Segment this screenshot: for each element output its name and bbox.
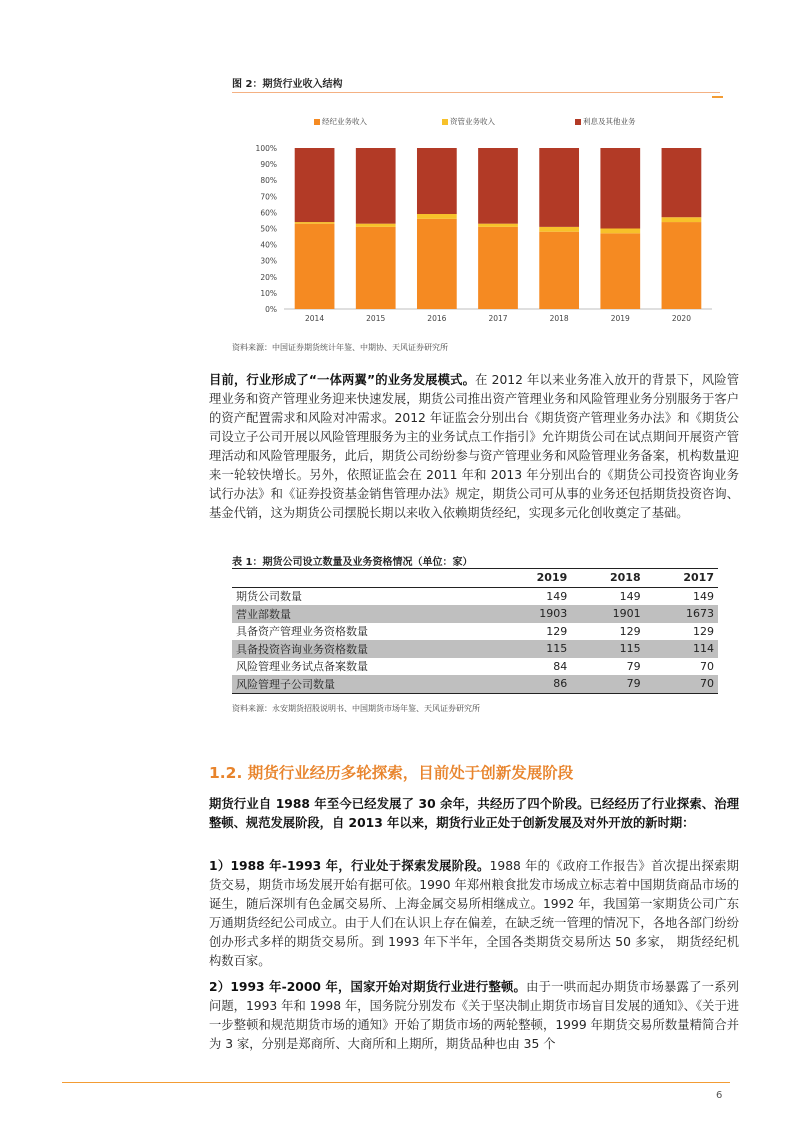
legend-label-interest: 利息及其他业务 xyxy=(583,117,636,126)
y-tick-label: 100% xyxy=(255,144,277,153)
y-tick-label: 80% xyxy=(260,176,277,186)
x-tick-label: 2016 xyxy=(427,314,447,323)
figure-title: 图 2：期货行业收入结构 xyxy=(232,79,343,90)
bar-segment-interest xyxy=(600,148,640,229)
legend-item-brokerage xyxy=(314,116,367,127)
cell-2019: 129 xyxy=(546,624,568,638)
paragraph-body: 在 2012 年以来业务准入放开的背景下，风险管理业务和资产管理业务迎来快速发展，期货公司推出资产管理业务和风险管理业务分别服务于客户的资产配置需求和风险对冲需求。2012 年证监会分别出台《期货资产管理业务办法》和《期货公司设立子公司开展以风险管理服务为主的业务试点工作指引》允许期货公司在试点期间开展资产管理活动和风险管理服务，此后，期货公司纷纷参与资产管理业务和风险管理业务备案，机构数量迎来一轮较快增长。另外，依照证监会在 2011 年和 2013 年分别出台的《期货公司投资咨询业务试行办法》和《证券投资基金销售管理办法》规定，期货公司可从事的业务还包括期货投资咨询、基金代销，这为期货公司摆脱长期以来收入依赖期货经纪，实现多元化创收奠定了基础。 xyxy=(209,373,739,520)
bar-segment-asset-mgmt xyxy=(600,229,640,234)
bar-segment-interest xyxy=(295,148,335,222)
cell-2019: 1903 xyxy=(498,605,571,623)
legend-swatch-asset-mgmt xyxy=(442,119,448,125)
legend-item-interest xyxy=(575,116,636,127)
paragraph-intro xyxy=(209,795,739,833)
table-row xyxy=(232,640,718,658)
paragraph-business-model xyxy=(209,371,739,523)
cell-2018: 79 xyxy=(571,675,644,693)
cell-2019: 86 xyxy=(498,675,571,693)
table-title: 表 1：期货公司设立数量及业务资格情况（单位：家） xyxy=(232,557,473,568)
legend-item-asset-mgmt xyxy=(442,116,495,127)
stage-1-lead: 1）1988 年-1993 年，行业处于探索发展阶段。 xyxy=(209,859,490,873)
bar-segment-asset-mgmt xyxy=(478,224,518,227)
bar-segment-brokerage xyxy=(356,227,396,309)
cell-2017: 70 xyxy=(700,659,714,673)
table-row xyxy=(232,675,718,693)
bar-segment-asset-mgmt xyxy=(662,217,702,222)
revenue-structure-chart xyxy=(232,138,718,333)
legend-swatch-brokerage xyxy=(314,119,320,125)
bar-segment-interest xyxy=(478,148,518,224)
row-label: 期货公司数量 xyxy=(236,590,302,604)
y-tick-label: 20% xyxy=(260,272,277,282)
row-label: 具备投资咨询业务资格数量 xyxy=(232,640,498,658)
table-row xyxy=(232,623,718,641)
table-row xyxy=(232,587,718,605)
cell-2017: 1673 xyxy=(645,605,718,623)
cell-2017: 129 xyxy=(693,624,714,638)
x-tick-label: 2019 xyxy=(610,314,630,323)
cell-2019: 115 xyxy=(498,640,571,658)
table-header-2018: 2018 xyxy=(571,569,644,588)
x-tick-label: 2018 xyxy=(549,314,569,323)
x-tick-label: 2017 xyxy=(488,314,508,323)
header-accent-dash xyxy=(712,96,723,98)
cell-2018: 79 xyxy=(626,659,641,673)
y-tick-label: 50% xyxy=(260,224,277,234)
y-tick-label: 60% xyxy=(260,208,277,218)
legend-label-asset-mgmt: 资管业务收入 xyxy=(450,117,495,126)
stage-2-lead: 2）1993 年-2000 年，国家开始对期货行业进行整顿。 xyxy=(209,980,527,994)
footer-rule xyxy=(62,1082,730,1083)
y-tick-label: 10% xyxy=(260,288,277,298)
cell-2018: 115 xyxy=(571,640,644,658)
legend-label-brokerage: 经纪业务收入 xyxy=(322,117,367,126)
cell-2017: 149 xyxy=(693,589,714,603)
bar-segment-asset-mgmt xyxy=(295,222,335,224)
paragraph-lead: 目前，行业形成了“一体两翼”的业务发展模式。 xyxy=(209,373,476,387)
intro-text: 期货行业自 1988 年至今已经发展了 30 余年，共经历了四个阶段。已经经历了行业探索、治理整顿、规范发展阶段，自 2013 年以来，期货行业正处于创新发展及对外开放的新时期： xyxy=(209,797,739,830)
cell-2019: 84 xyxy=(553,659,568,673)
cell-2018: 1901 xyxy=(571,605,644,623)
paragraph-stage-1 xyxy=(209,857,739,971)
figure-source: 资料来源：中国证券期货统计年鉴、中期协、天风证券研究所 xyxy=(232,343,448,352)
table-header-label xyxy=(232,569,498,588)
table-header-row xyxy=(232,569,718,588)
cell-2017: 114 xyxy=(645,640,718,658)
row-label: 风险管理业务试点备案数量 xyxy=(236,660,368,674)
bar-segment-asset-mgmt xyxy=(356,224,396,227)
section-heading: 1.2. 期货行业经历多轮探索，目前处于创新发展阶段 xyxy=(209,764,574,782)
chart-legend xyxy=(232,116,718,128)
row-label: 营业部数量 xyxy=(232,605,498,623)
y-tick-label: 70% xyxy=(260,192,277,202)
x-tick-label: 2020 xyxy=(671,314,691,323)
bar-segment-asset-mgmt xyxy=(417,214,457,219)
y-tick-label: 30% xyxy=(260,256,277,266)
cell-2018: 149 xyxy=(619,589,641,603)
y-tick-label: 90% xyxy=(260,160,277,170)
legend-swatch-interest xyxy=(575,119,581,125)
futures-company-table xyxy=(232,568,718,694)
x-tick-label: 2015 xyxy=(366,314,386,323)
bar-segment-brokerage xyxy=(662,222,702,309)
bar-segment-interest xyxy=(539,148,579,227)
x-tick-label: 2014 xyxy=(305,314,325,323)
header-rule xyxy=(232,92,720,93)
cell-2018: 129 xyxy=(619,624,641,638)
bar-segment-asset-mgmt xyxy=(539,227,579,232)
bar-segment-interest xyxy=(662,148,702,217)
y-tick-label: 40% xyxy=(260,240,277,250)
table-row xyxy=(232,605,718,623)
cell-2017: 70 xyxy=(645,675,718,693)
y-tick-label: 0% xyxy=(265,305,277,314)
table-row xyxy=(232,658,718,676)
bar-segment-interest xyxy=(356,148,396,224)
bar-segment-interest xyxy=(417,148,457,214)
paragraph-stage-2 xyxy=(209,978,739,1054)
bar-segment-brokerage xyxy=(539,232,579,309)
stage-1-body: 1988 年的《政府工作报告》首次提出探索期货交易，期货市场发展开始有据可依。1990 年郑州粮食批发市场成立标志着中国期货商品市场的诞生，随后深圳有色金属交易所、上海金属交易所相继成立。1992 年，我国第一家期货公司广东万通期货经纪公司成立。由于人们在认识上存在偏差，在缺乏统一管理的情况下，各地各部门纷纷创办形式多样的期货交易所。到 1993 年下半年，全国各类期货交易所达 50 多家， 期货经纪机构数百家。 xyxy=(209,859,739,968)
table-header-2017: 2017 xyxy=(645,569,718,588)
bar-segment-brokerage xyxy=(600,233,640,309)
page-number: 6 xyxy=(716,1090,723,1101)
row-label: 风险管理子公司数量 xyxy=(232,675,498,693)
cell-2019: 149 xyxy=(546,589,568,603)
row-label: 具备资产管理业务资格数量 xyxy=(236,625,368,639)
bar-segment-brokerage xyxy=(478,227,518,309)
bar-segment-brokerage xyxy=(417,219,457,309)
table-header-2019: 2019 xyxy=(498,569,571,588)
bar-segment-brokerage xyxy=(295,224,335,309)
stage-2-body: 由于一哄而起办期货市场暴露了一系列问题，1993 年和 1998 年，国务院分别发布《关于坚决制止期货市场盲目发展的通知》、《关于进一步整顿和规范期货市场的通知》开始了期货市场的两轮整顿，1999 年期货交易所数量精简合并为 3 家，分别是郑商所、大商所和上期所，期货品种也由 35 个 xyxy=(209,980,739,1051)
table-source: 资料来源：永安期货招股说明书、中国期货市场年鉴、天风证券研究所 xyxy=(232,704,480,713)
